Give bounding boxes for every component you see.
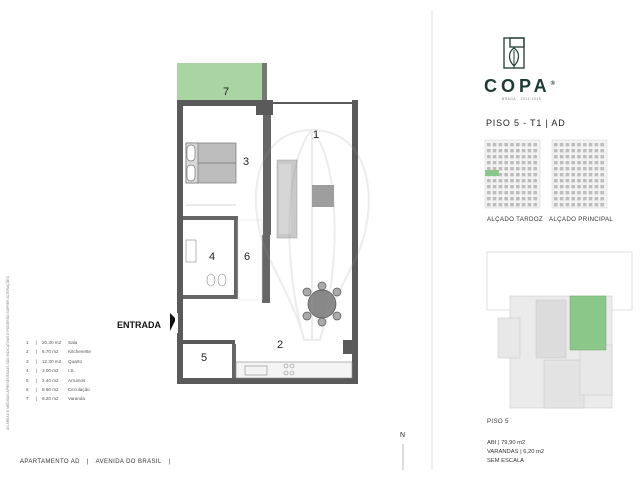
facade-window [595, 167, 599, 170]
facade-window [510, 161, 514, 164]
facade-window [595, 161, 599, 164]
facade-window [504, 179, 508, 182]
legend-room-name: Circulação [68, 387, 90, 393]
facade-window [493, 149, 497, 152]
facade-window [600, 197, 604, 200]
facade-window [493, 191, 497, 194]
facade-window [499, 167, 503, 170]
legend-area: 6.70 m2 [42, 349, 59, 355]
abi-area: ABI | 79,90 m2 [487, 440, 526, 446]
footer-apartment [20, 459, 171, 465]
facade-window [493, 155, 497, 158]
room-number-is: 4 [209, 251, 216, 263]
facade-window [493, 185, 497, 188]
legend-room-name: Quarto [68, 358, 83, 364]
facade-window [499, 197, 503, 200]
street-label: AVENIDA DO BRASIL [95, 459, 162, 465]
facade-window [571, 185, 575, 188]
legend-row [26, 376, 91, 385]
area-legend [26, 338, 91, 404]
facade-window [516, 143, 520, 146]
facade-window [510, 143, 514, 146]
facade-window [560, 155, 564, 158]
facade-window [554, 185, 558, 188]
floor-label: PISO 5 [487, 418, 509, 425]
facade-window [583, 197, 587, 200]
remax-watermark [256, 130, 369, 340]
facade-window [504, 155, 508, 158]
legend-number: 7 [26, 396, 29, 402]
facade-window [600, 167, 604, 170]
legend-number: 2 [26, 349, 29, 355]
legend-row [26, 394, 91, 403]
facade-window [493, 179, 497, 182]
facade-window [510, 149, 514, 152]
facade-window [583, 143, 587, 146]
facade-window [533, 161, 537, 164]
facade-window [577, 149, 581, 152]
facade-window [560, 203, 564, 206]
scale-note: SEM ESCALA [487, 458, 525, 464]
facade-window [600, 191, 604, 194]
footer-separator-end: | [168, 459, 171, 465]
facade-window [504, 173, 508, 176]
facade-window [522, 143, 526, 146]
legend-room-name: Sala [68, 340, 78, 345]
facade-window [516, 161, 520, 164]
facade-window [571, 191, 575, 194]
facade-window [528, 167, 532, 170]
facade-window [571, 197, 575, 200]
facade-window [571, 143, 575, 146]
facade-window [528, 191, 532, 194]
legend-number: 6 [26, 387, 29, 393]
facade-window [499, 179, 503, 182]
facade-window [516, 185, 520, 188]
facade-window [560, 173, 564, 176]
legend-separator: | [36, 396, 38, 402]
legend-area: 12.30 m2 [42, 358, 62, 364]
facade-window [528, 179, 532, 182]
facade-window [560, 179, 564, 182]
stats-block [487, 439, 544, 466]
facade-window [560, 161, 564, 164]
facade-window [589, 155, 593, 158]
room-number-quarto: 3 [243, 156, 250, 168]
facade-window [566, 161, 570, 164]
facade-window [571, 173, 575, 176]
facade-window [504, 185, 508, 188]
facade-window [504, 197, 508, 200]
facade-window [595, 197, 599, 200]
facade-window [510, 179, 514, 182]
facade-window [595, 185, 599, 188]
legend-area: 3.00 m2 [42, 368, 59, 374]
facade-window [566, 167, 570, 170]
facade-window [595, 203, 599, 206]
facade-window [554, 143, 558, 146]
key-plan [487, 252, 632, 408]
facade-window [600, 185, 604, 188]
legend-separator: | [36, 358, 38, 364]
facade-window [499, 185, 503, 188]
dining-table [303, 282, 341, 326]
facade-window [522, 173, 526, 176]
legend-room-name: Arrumos [68, 377, 86, 383]
facade-window [577, 173, 581, 176]
legend-room-name: I.S. [68, 368, 75, 374]
facade-window [589, 179, 593, 182]
north-indicator: N [400, 432, 406, 439]
facade-window [583, 149, 587, 152]
facade-window [522, 155, 526, 158]
facade-window [493, 167, 497, 170]
facade-window [600, 155, 604, 158]
facade-window [516, 167, 520, 170]
facade-window [589, 161, 593, 164]
facade-window [566, 143, 570, 146]
facade-window [566, 179, 570, 182]
facade-window [510, 203, 514, 206]
facade-window [533, 155, 537, 158]
facade-window [577, 197, 581, 200]
facade-window [595, 155, 599, 158]
facade-window [600, 149, 604, 152]
coffee-table [312, 185, 334, 207]
facade-window [571, 167, 575, 170]
room-number-circulacao: 6 [244, 251, 251, 263]
facade-window [487, 191, 491, 194]
facade-window [577, 203, 581, 206]
facade-window [528, 161, 532, 164]
facade-window [516, 197, 520, 200]
facade-window [589, 149, 593, 152]
facade-window [516, 179, 520, 182]
facade-window [554, 197, 558, 200]
facade-window [589, 143, 593, 146]
legend-room-name: Kitchenette [68, 349, 91, 355]
facade-window [560, 191, 564, 194]
facade-window [595, 149, 599, 152]
legend-row [26, 347, 91, 356]
facade-window [583, 185, 587, 188]
facade-window [583, 167, 587, 170]
legend-separator: | [36, 377, 38, 383]
legend-number: 1 [26, 340, 29, 345]
facade-window [571, 161, 575, 164]
facade-window [499, 203, 503, 206]
facade-window [560, 149, 564, 152]
facade-window [554, 155, 558, 158]
facade-window [560, 185, 564, 188]
facade-window [589, 203, 593, 206]
brand-subtitle: BRAGA · 2014·2015 [502, 97, 542, 101]
facade-window [566, 197, 570, 200]
facade-window [504, 167, 508, 170]
facade-window [493, 203, 497, 206]
facade-window [522, 167, 526, 170]
facade-window [595, 191, 599, 194]
facade-window [487, 203, 491, 206]
facade-window [510, 167, 514, 170]
facade-window [554, 203, 558, 206]
facade-window [499, 191, 503, 194]
facade-window [589, 191, 593, 194]
legend-row [26, 366, 91, 375]
facade-window [510, 197, 514, 200]
facade-window [487, 179, 491, 182]
facade-window [487, 161, 491, 164]
brand-logo [498, 36, 532, 72]
facade-window [600, 173, 604, 176]
facade-window [589, 197, 593, 200]
facade-window [600, 203, 604, 206]
facade-window [522, 197, 526, 200]
facade-window [533, 203, 537, 206]
facade-window [595, 173, 599, 176]
facade-window [510, 191, 514, 194]
facade-window [566, 203, 570, 206]
facade-window [528, 155, 532, 158]
facade-window [566, 185, 570, 188]
facade-window [504, 203, 508, 206]
legend-room-name: Varanda [68, 396, 86, 402]
facade-window [577, 155, 581, 158]
facade-window [560, 167, 564, 170]
facade-window [528, 197, 532, 200]
facade-window [487, 155, 491, 158]
page-title: PISO 5 - T1 | AD [486, 118, 566, 128]
facade-window [577, 179, 581, 182]
facade-window [504, 143, 508, 146]
facade-window [487, 143, 491, 146]
facade-window [583, 203, 587, 206]
legend-area: 20.30 m2 [42, 340, 62, 345]
facade-window [516, 149, 520, 152]
balcony-wall [262, 63, 267, 100]
facade-window [516, 155, 520, 158]
bathroom-fixtures [186, 240, 226, 286]
facade-window [533, 173, 537, 176]
facade-window [528, 173, 532, 176]
facade-window [487, 149, 491, 152]
room-number-kitchenette: 2 [277, 339, 284, 351]
facade-window [583, 179, 587, 182]
facade-window [493, 143, 497, 146]
facade-window [528, 149, 532, 152]
facade-window [510, 185, 514, 188]
facade-window [504, 191, 508, 194]
facade-window [493, 197, 497, 200]
legend-area: 2.40 m2 [42, 377, 59, 383]
facade-window [504, 149, 508, 152]
legend-separator: | [36, 368, 38, 374]
facade-window [560, 197, 564, 200]
facade-window [600, 161, 604, 164]
facade-window [600, 143, 604, 146]
facade-window [595, 179, 599, 182]
facade-window [533, 179, 537, 182]
facade-window [589, 185, 593, 188]
facade-window [522, 185, 526, 188]
facade-window [522, 191, 526, 194]
apartment-label: APARTAMENTO AD [20, 459, 80, 465]
facade-window [577, 161, 581, 164]
facade-window [499, 161, 503, 164]
legend-number: 3 [26, 358, 29, 364]
legend-separator: | [36, 387, 38, 393]
bed [186, 143, 236, 183]
balcony-area [177, 63, 265, 100]
legend-area: 8.60 m2 [42, 387, 59, 393]
facade-window [487, 185, 491, 188]
facade-window [554, 179, 558, 182]
facade-window [554, 149, 558, 152]
facade-window [499, 173, 503, 176]
facade-window [589, 173, 593, 176]
facade-window [533, 143, 537, 146]
facade-window [554, 167, 558, 170]
facade-window [583, 173, 587, 176]
balcony-area-total: VARANDAS | 6,20 m2 [487, 449, 545, 455]
legend-number: 5 [26, 377, 29, 383]
facade-window [577, 191, 581, 194]
facade-window [566, 173, 570, 176]
room-number-varanda: 7 [223, 86, 230, 98]
facade-window [577, 185, 581, 188]
facade-window [560, 143, 564, 146]
facade-window [522, 161, 526, 164]
facade-window [554, 191, 558, 194]
facade-window [516, 191, 520, 194]
facade-window [571, 149, 575, 152]
logo-mark-icon [498, 36, 532, 72]
legend-area: 6.20 m2 [42, 396, 59, 402]
room-number-arrumos: 5 [201, 352, 208, 364]
facade-window [583, 155, 587, 158]
facade-window [583, 191, 587, 194]
facade-window [577, 167, 581, 170]
facade-window [600, 179, 604, 182]
elevation-front-label: ALÇADO PRINCIPAL [549, 216, 614, 223]
legend-row [26, 385, 91, 394]
facade-window [516, 173, 520, 176]
legend-separator: | [36, 349, 38, 355]
entrance-label: ENTRADA [117, 320, 161, 330]
facade-window [499, 149, 503, 152]
legend-separator: | [36, 340, 38, 345]
facade-window [528, 185, 532, 188]
legend-number: 4 [26, 368, 29, 374]
facade-window [504, 161, 508, 164]
elevation-rear-label: ALÇADO TARDOZ [487, 216, 543, 223]
kitchen-counter [236, 362, 352, 378]
brand-name: COPA® [484, 76, 556, 96]
facade-window [493, 161, 497, 164]
facade-window [487, 197, 491, 200]
facade-window [554, 173, 558, 176]
facade-window [533, 191, 537, 194]
facade-window [533, 197, 537, 200]
facade-window [533, 167, 537, 170]
facade-window [583, 161, 587, 164]
legend-row [26, 338, 91, 347]
facade-window [533, 149, 537, 152]
facade-window [577, 143, 581, 146]
facade-window [571, 155, 575, 158]
facade-window [566, 155, 570, 158]
disclaimer-note: AS ÁREAS E MEDIDAS APRESENTADAS SÃO INDICATIVAS E PODERÃO SOFRER ALTERAÇÕES [6, 276, 10, 430]
facade-window [571, 179, 575, 182]
facade-window [487, 167, 491, 170]
facade-window [522, 203, 526, 206]
facade-window [571, 203, 575, 206]
facade-window [528, 143, 532, 146]
facade-window [554, 161, 558, 164]
facade-window [566, 191, 570, 194]
facade-window [516, 203, 520, 206]
facade-window [528, 203, 532, 206]
facade-window [589, 167, 593, 170]
footer-separator: | [86, 459, 89, 465]
facade-window [499, 155, 503, 158]
facade-window [522, 149, 526, 152]
facade-window [510, 173, 514, 176]
legend-row [26, 357, 91, 366]
room-number-sala: 1 [313, 129, 320, 141]
facade-window [533, 185, 537, 188]
facade-window [499, 143, 503, 146]
facade-window [522, 179, 526, 182]
facade-window [595, 143, 599, 146]
elevation-highlight [485, 170, 499, 176]
facade-window [510, 155, 514, 158]
facade-window [566, 149, 570, 152]
